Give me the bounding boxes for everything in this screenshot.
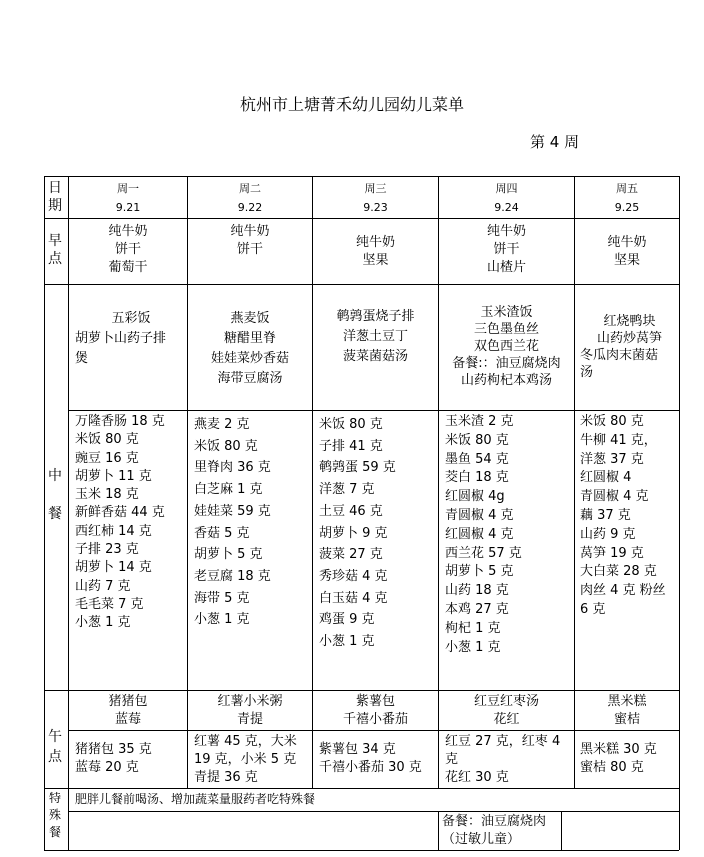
day-date: 9.25 xyxy=(614,201,640,214)
ingredient: 玉米 18 克 xyxy=(75,487,139,503)
ingredient: 牛柳 41 克， xyxy=(580,432,657,448)
ingredient: 花红 30 克 xyxy=(445,770,509,785)
day-name: 周一 xyxy=(117,182,139,195)
ingredient: 青提 36 克 xyxy=(194,770,258,785)
ingredient: 山药 7 克 xyxy=(75,578,131,594)
snack-dish: 红薯小米粥 xyxy=(217,694,283,709)
lunch-dishes-cell xyxy=(75,309,187,369)
ingredient: 海带 5 克 xyxy=(194,590,250,606)
breakfast-item: 饼干 xyxy=(114,242,141,257)
day-name: 周二 xyxy=(239,182,261,195)
snack-dishes-cell xyxy=(313,693,438,729)
lunch-ingredients-cell xyxy=(580,413,679,620)
snack-dishes-cell xyxy=(188,693,312,729)
snack-dish: 红豆红枣汤 xyxy=(473,694,539,709)
ingredient: 胡萝卜 9 克 xyxy=(319,525,388,541)
ingredient: 红圆椒 4g xyxy=(445,489,505,505)
lunch-dish: 胡萝卜山药子排 xyxy=(75,331,167,346)
ingredient: 莴笋 19 克 xyxy=(580,545,644,561)
lunch-dish: 海带豆腐汤 xyxy=(217,371,283,386)
ingredient: 茭白 18 克 xyxy=(445,470,509,486)
breakfast-cell xyxy=(575,234,679,270)
ingredient: 胡萝卜 5 克 xyxy=(194,547,263,563)
lunch-dish: 山药炒莴笋 xyxy=(596,331,662,346)
backup-dish: 备餐：油豆腐烧肉 xyxy=(442,814,547,829)
snack-dish: 猪猪包 xyxy=(108,694,148,709)
breakfast-item: 山楂片 xyxy=(486,260,526,275)
ingredient: 红圆椒 4 克 xyxy=(445,526,514,542)
ingredient: 小葱 1 克 xyxy=(319,634,375,650)
breakfast-item: 纯牛奶 xyxy=(230,224,270,239)
lunch-dish: 双色西兰花 xyxy=(473,339,539,354)
ingredient: 肉丝 4 克 粉丝 xyxy=(580,583,666,599)
breakfast-item: 坚果 xyxy=(362,253,389,268)
ingredient: 青圆椒 4 克 xyxy=(580,489,649,505)
snack-ingredients-cell xyxy=(194,733,312,787)
ingredient: 鹌鹑蛋 59 克 xyxy=(319,460,396,476)
snack-dish: 青提 xyxy=(236,712,263,727)
ingredient: 娃娃菜 59 克 xyxy=(194,503,271,519)
ingredient: 菠菜 27 克 xyxy=(319,547,383,563)
day-name: 周三 xyxy=(364,182,387,195)
lunch-ingredients-cell xyxy=(75,413,187,633)
ingredient: 红圆椒 4 xyxy=(580,470,632,486)
breakfast-cell xyxy=(69,223,187,277)
ingredient: 子排 41 克 xyxy=(319,438,383,454)
row-label-lunch: 中餐 xyxy=(48,468,62,522)
breakfast-item: 纯牛奶 xyxy=(108,224,148,239)
snack-dish: 花红 xyxy=(493,712,520,727)
snack-dish: 黑米糕 xyxy=(607,694,647,709)
ingredient: 6 克 xyxy=(580,601,606,617)
day-name: 周四 xyxy=(495,182,518,195)
day-date: 9.24 xyxy=(494,201,519,214)
week-label: 第 4 周 xyxy=(530,133,580,151)
lunch-dish: 玉米渣饭 xyxy=(480,305,533,320)
lunch-dish: 洋葱土豆丁 xyxy=(342,329,408,344)
breakfast-item: 纯牛奶 xyxy=(486,224,526,239)
ingredient: 洋葱 7 克 xyxy=(319,482,375,498)
snack-ingredients-cell xyxy=(319,741,438,777)
ingredient: 鸡蛋 9 克 xyxy=(319,612,375,628)
ingredient: 土豆 46 克 xyxy=(319,503,383,519)
snack-dish: 紫薯包 xyxy=(355,694,395,709)
ingredient: 千禧小番茄 30 克 xyxy=(319,760,422,775)
ingredient: 山药 9 克 xyxy=(580,526,636,542)
ingredient: 玉米渣 2 克 xyxy=(445,414,514,429)
ingredient: 小葱 1 克 xyxy=(445,639,501,655)
lunch-dish: 燕麦饭 xyxy=(230,311,270,326)
lunch-dish: 煲 xyxy=(75,351,89,366)
ingredient: 胡萝卜 5 克 xyxy=(445,564,514,580)
snack-dish: 蜜桔 xyxy=(613,712,640,727)
ingredient: 猪猪包 35 克 xyxy=(75,742,152,757)
ingredient: 里脊肉 36 克 xyxy=(194,460,271,476)
day-date: 9.22 xyxy=(237,201,263,214)
lunch-dish: 菠菜菌菇汤 xyxy=(342,349,408,364)
ingredient: 本鸡 27 克 xyxy=(445,601,509,617)
ingredient: 蜜桔 80 克 xyxy=(580,760,644,775)
lunch-dishes-cell xyxy=(188,309,312,389)
row-label-date: 日期 xyxy=(48,180,62,214)
ingredient: 米饭 80 克 xyxy=(319,417,383,432)
ingredient: 19 克，小米 5 克 xyxy=(194,752,297,767)
snack-dish: 千禧小番茄 xyxy=(342,712,408,727)
lunch-dish: 三色墨鱼丝 xyxy=(473,322,539,337)
ingredient: 墨鱼 54 克 xyxy=(445,451,509,467)
page-title: 杭州市上塘菁禾幼儿园幼儿菜单 xyxy=(239,95,464,114)
ingredient: 豌豆 16 克 xyxy=(75,450,139,466)
ingredient: 黑米糕 30 克 xyxy=(580,742,657,757)
ingredient: 米饭 80 克 xyxy=(75,432,139,448)
ingredient: 大白菜 28 克 xyxy=(580,564,657,580)
ingredient: 西红柿 14 克 xyxy=(75,523,152,539)
lunch-dish: 山药枸杞本鸡汤 xyxy=(460,373,552,388)
breakfast-item: 坚果 xyxy=(613,253,640,268)
lunch-dishes-cell xyxy=(439,304,574,389)
ingredient: 小葱 1 克 xyxy=(194,612,250,628)
ingredient: 枸杞 1 克 xyxy=(445,620,501,636)
breakfast-cell xyxy=(188,223,312,259)
ingredient: 燕麦 2 克 xyxy=(194,417,250,432)
lunch-dish: 五彩饭 xyxy=(111,311,151,326)
ingredient: 香菇 5 克 xyxy=(194,525,250,541)
ingredient: 蓝莓 20 克 xyxy=(75,760,139,775)
ingredient: 白芝麻 1 克 xyxy=(194,482,263,498)
ingredient: 毛毛菜 7 克 xyxy=(75,596,144,612)
breakfast-item: 纯牛奶 xyxy=(607,235,647,250)
ingredient: 米饭 80 克 xyxy=(194,438,258,454)
snack-dishes-cell xyxy=(575,693,679,729)
ingredient: 小葱 1 克 xyxy=(75,615,131,631)
breakfast-item: 饼干 xyxy=(236,242,263,257)
lunch-ingredients-cell xyxy=(194,414,312,631)
lunch-ingredients-cell xyxy=(319,414,438,653)
row-label-snack: 午点 xyxy=(48,729,62,765)
day-name: 周五 xyxy=(616,182,638,195)
ingredient: 青圆椒 4 克 xyxy=(445,507,514,523)
lunch-dish: 冬瓜肉末菌菇 xyxy=(580,348,659,363)
ingredient: 洋葱 37 克 xyxy=(580,451,644,467)
snack-dish: 蓝莓 xyxy=(114,712,141,727)
ingredient: 山药 18 克 xyxy=(445,583,509,599)
ingredient: 万隆香肠 18 克 xyxy=(75,414,165,429)
ingredient: 胡萝卜 11 克 xyxy=(75,468,152,484)
ingredient: 白玉菇 4 克 xyxy=(319,590,388,606)
ingredient: 红薯 45 克，大米 xyxy=(194,734,297,749)
ingredient: 新鲜香菇 44 克 xyxy=(75,505,165,521)
ingredient: 紫薯包 34 克 xyxy=(319,742,396,757)
snack-ingredients-cell xyxy=(445,733,574,787)
lunch-dish: 糖醋里脊 xyxy=(223,331,276,346)
lunch-dish: 鹌鹑蛋烧子排 xyxy=(336,309,415,324)
lunch-dish: 娃娃菜炒香菇 xyxy=(210,351,289,366)
breakfast-cell xyxy=(439,223,574,277)
lunch-dish: 红烧鸭块 xyxy=(603,314,656,329)
day-date: 9.21 xyxy=(115,201,141,214)
breakfast-item: 葡萄干 xyxy=(108,260,148,275)
breakfast-item: 饼干 xyxy=(493,242,520,257)
day-date: 9.23 xyxy=(363,201,388,214)
breakfast-item: 纯牛奶 xyxy=(355,235,395,250)
lunch-dishes-cell xyxy=(580,313,679,381)
ingredient: 红豆 27 克，红枣 4 xyxy=(445,734,561,749)
ingredient: 藕 37 克 xyxy=(580,507,631,523)
ingredient: 米饭 80 克 xyxy=(580,414,644,429)
ingredient: 西兰花 57 克 xyxy=(445,545,522,561)
snack-dishes-cell xyxy=(439,693,574,729)
snack-ingredients-cell xyxy=(75,741,187,777)
snack-dishes-cell xyxy=(69,693,187,729)
ingredient: 子排 23 克 xyxy=(75,542,139,558)
backup-note: （过敏儿童） xyxy=(442,832,521,847)
ingredient: 老豆腐 18 克 xyxy=(194,568,271,584)
lunch-dishes-cell xyxy=(313,307,438,367)
ingredient: 胡萝卜 14 克 xyxy=(75,560,152,576)
row-label-special: 特殊餐 xyxy=(48,791,61,839)
breakfast-cell xyxy=(313,234,438,270)
ingredient: 克 xyxy=(445,752,459,767)
lunch-dish: 备餐:：油豆腐烧肉 xyxy=(452,356,561,371)
special-backup-cell xyxy=(442,813,560,849)
special-meal-note: 肥胖儿餐前喝汤、增加蔬菜量服药者吃特殊餐 xyxy=(75,792,316,806)
lunch-dish: 汤 xyxy=(580,365,594,380)
ingredient: 米饭 80 克 xyxy=(445,432,509,448)
row-label-breakfast: 早点 xyxy=(48,233,62,267)
lunch-ingredients-cell xyxy=(445,413,574,657)
snack-ingredients-cell xyxy=(580,741,679,777)
ingredient: 秀珍菇 4 克 xyxy=(319,568,388,584)
